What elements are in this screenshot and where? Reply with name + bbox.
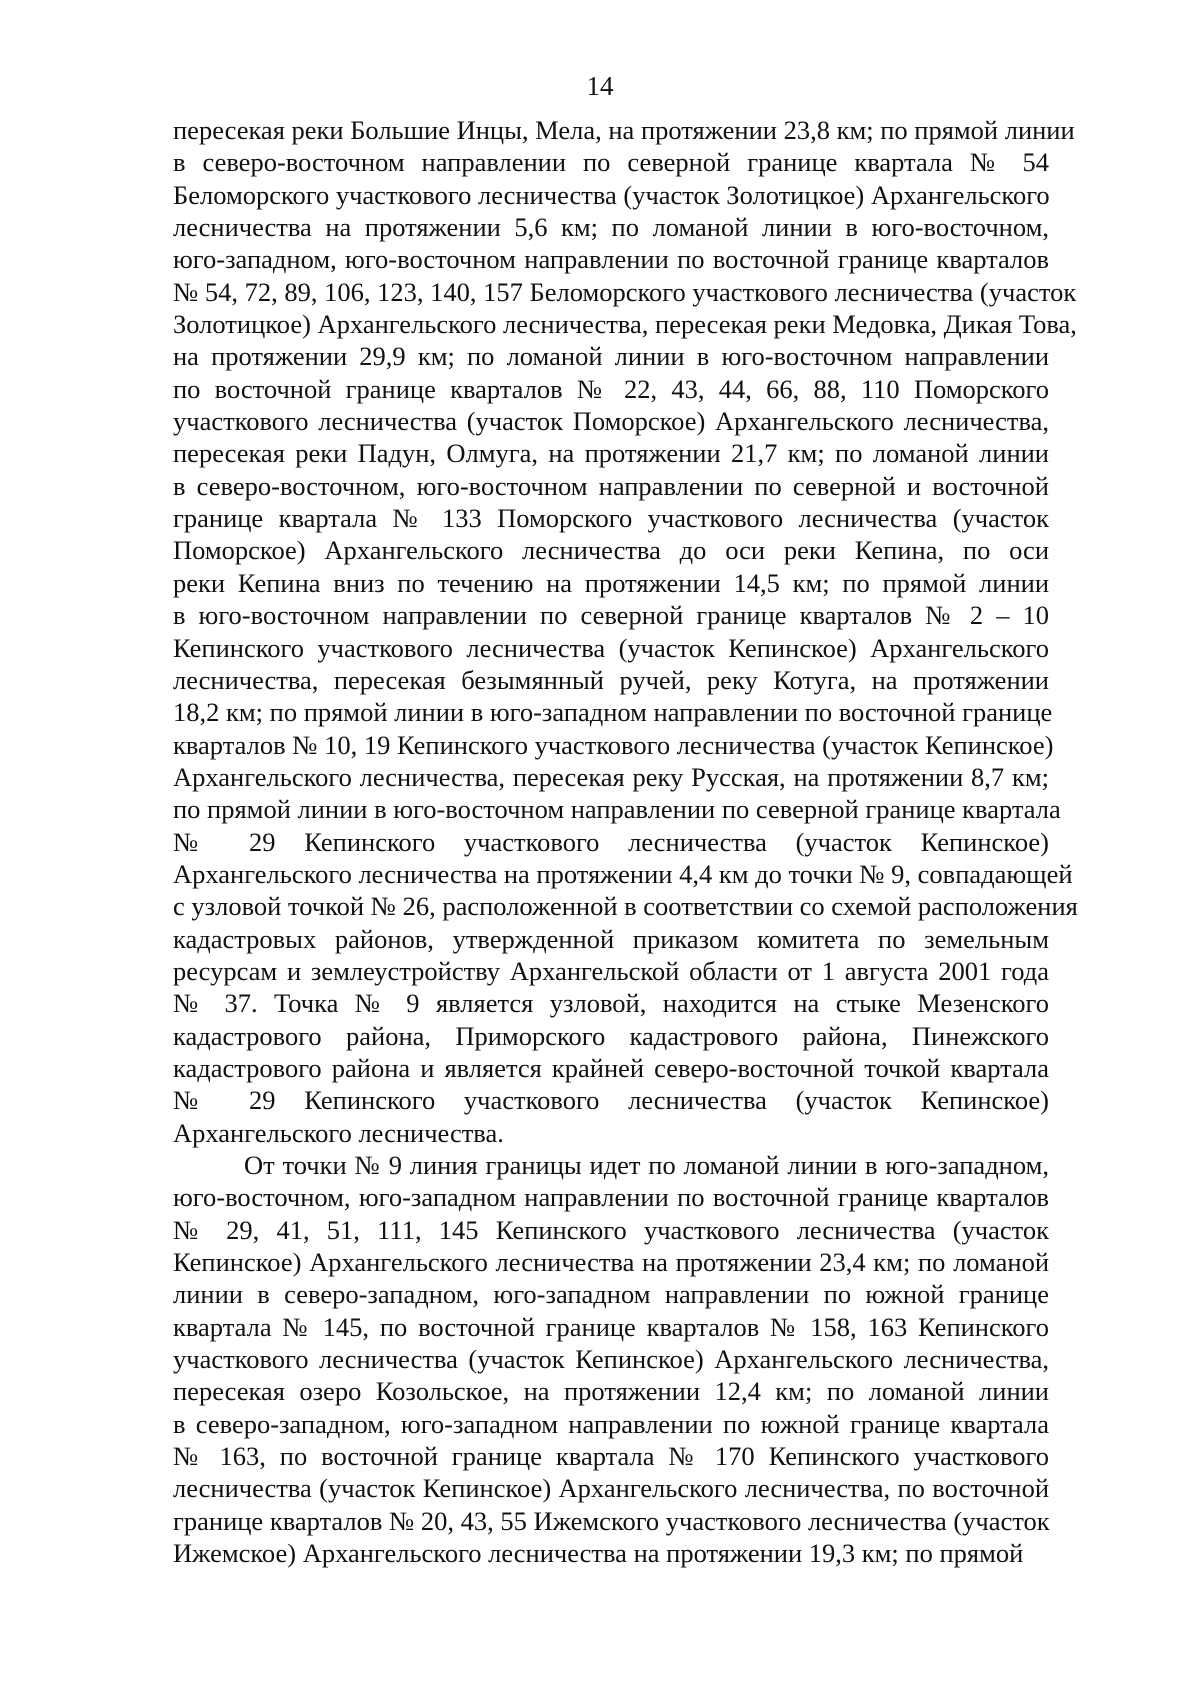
page-number: 14 xyxy=(586,71,614,101)
text-line: № 29 Кепинского участкового лесничества (участок Кепинское) xyxy=(173,1085,1049,1116)
text-line: по восточной границе кварталов № 22, 43, 44, 66, 88, 110 Поморского xyxy=(173,373,1049,404)
text-line: Беломорского участкового лесничества (участок Золотицкое) Архангельского xyxy=(173,179,1050,210)
text-line: кварталов № 10, 19 Кепинского участкового лесничества (участок Кепинское) xyxy=(173,729,1054,760)
text-line: с узловой точкой № 26, расположенной в соответствии со схемой расположения xyxy=(173,891,1078,922)
text-line: реки Кепина вниз по течению на протяжении 14,5 км; по прямой линии xyxy=(173,567,1049,598)
paragraph xyxy=(173,1149,1049,1569)
text-line: на протяжении 29,9 км; по ломаной линии в юго-восточном направлении xyxy=(173,341,1049,372)
text-line: в северо-восточном, юго-восточном направлении по северной и восточной xyxy=(173,470,1049,501)
text-line: Поморское) Архангельского лесничества до оси реки Кепина, по оси xyxy=(173,535,1049,566)
text-line: Кепинское) Архангельского лесничества на протяжении 23,4 км; по ломаной xyxy=(173,1247,1049,1278)
text-line: Архангельского лесничества. xyxy=(173,1117,504,1148)
text-line: юго-западном, юго-восточном направлении по восточной границе кварталов xyxy=(173,244,1049,275)
text-line: № 54, 72, 89, 106, 123, 140, 157 Беломорского участкового лесничества (участок xyxy=(173,276,1077,307)
text-line: в северо-западном, юго-западном направлении по южной границе квартала xyxy=(173,1408,1049,1439)
text-line: № 37. Точка № 9 является узловой, находится на стыке Мезенского xyxy=(173,988,1049,1019)
text-line: границе квартала № 133 Поморского участкового лесничества (участок xyxy=(173,503,1049,534)
text-line: пересекая реки Падун, Олмуга, на протяжении 21,7 км; по ломаной линии xyxy=(173,438,1049,469)
text-line: лесничества (участок Кепинское) Архангельского лесничества, по восточной xyxy=(173,1473,1049,1504)
text-line: лесничества, пересекая безымянный ручей, реку Котуга, на протяжении xyxy=(173,664,1049,695)
text-line: Золотицкое) Архангельского лесничества, пересекая реки Медовка, Дикая Това, xyxy=(173,309,1077,340)
text-line: Архангельского лесничества, пересекая реку Русская, на протяжении 8,7 км; xyxy=(173,761,1049,792)
text-line: пересекая озеро Козольское, на протяжении 12,4 км; по ломаной линии xyxy=(173,1376,1049,1407)
text-line: кадастрового района, Приморского кадастрового района, Пинежского xyxy=(173,1020,1049,1051)
text-line: в юго-восточном направлении по северной границе кварталов № 2 – 10 xyxy=(173,600,1049,631)
text-line: в северо-восточном направлении по северной границе квартала № 54 xyxy=(173,147,1049,178)
text-line: № 29 Кепинского участкового лесничества (участок Кепинское) xyxy=(173,826,1049,857)
paragraph xyxy=(173,114,1078,1149)
text-line: № 29, 41, 51, 111, 145 Кепинского участкового лесничества (участок xyxy=(173,1214,1049,1245)
text-line: участкового лесничества (участок Поморское) Архангельского лесничества, xyxy=(173,406,1049,437)
text-line: лесничества на протяжении 5,6 км; по ломаной линии в юго-восточном, xyxy=(173,212,1049,243)
text-line: участкового лесничества (участок Кепинское) Архангельского лесничества, xyxy=(173,1344,1049,1375)
text-line: От точки № 9 линия границы идет по ломаной линии в юго-западном, xyxy=(244,1150,1049,1180)
text-line: пересекая реки Большие Инцы, Мела, на протяжении 23,8 км; по прямой линии xyxy=(173,115,1075,145)
text-line: кадастровых районов, утвержденной приказом комитета по земельным xyxy=(173,923,1049,954)
text-line: Архангельского лесничества на протяжении 4,4 км до точки № 9, совпадающей xyxy=(173,858,1073,889)
text-line: Кепинского участкового лесничества (участок Кепинское) Архангельского xyxy=(173,632,1049,663)
text-line: квартала № 145, по восточной границе кварталов № 158, 163 Кепинского xyxy=(173,1311,1049,1342)
text-line: линии в северо-западном, юго-западном направлении по южной границе xyxy=(173,1279,1049,1310)
text-line: юго-восточном, юго-западном направлении по восточной границе кварталов xyxy=(173,1182,1049,1213)
text-line: Ижемское) Архангельского лесничества на протяжении 19,3 км; по прямой xyxy=(173,1538,1024,1569)
text-line: кадастрового района и является крайней северо-восточной точкой квартала xyxy=(173,1052,1049,1083)
text-line: ресурсам и землеустройству Архангельской области от 1 августа 2001 года xyxy=(173,955,1049,986)
text-line: по прямой линии в юго-восточном направлении по северной границе квартала xyxy=(173,794,1061,825)
body-text xyxy=(173,114,1078,1569)
text-line: границе кварталов № 20, 43, 55 Ижемского участкового лесничества (участок xyxy=(173,1505,1050,1536)
text-line: 18,2 км; по прямой линии в юго-западном направлении по восточной границе xyxy=(173,697,1053,728)
text-line: № 163, по восточной границе квартала № 170 Кепинского участкового xyxy=(173,1441,1049,1472)
